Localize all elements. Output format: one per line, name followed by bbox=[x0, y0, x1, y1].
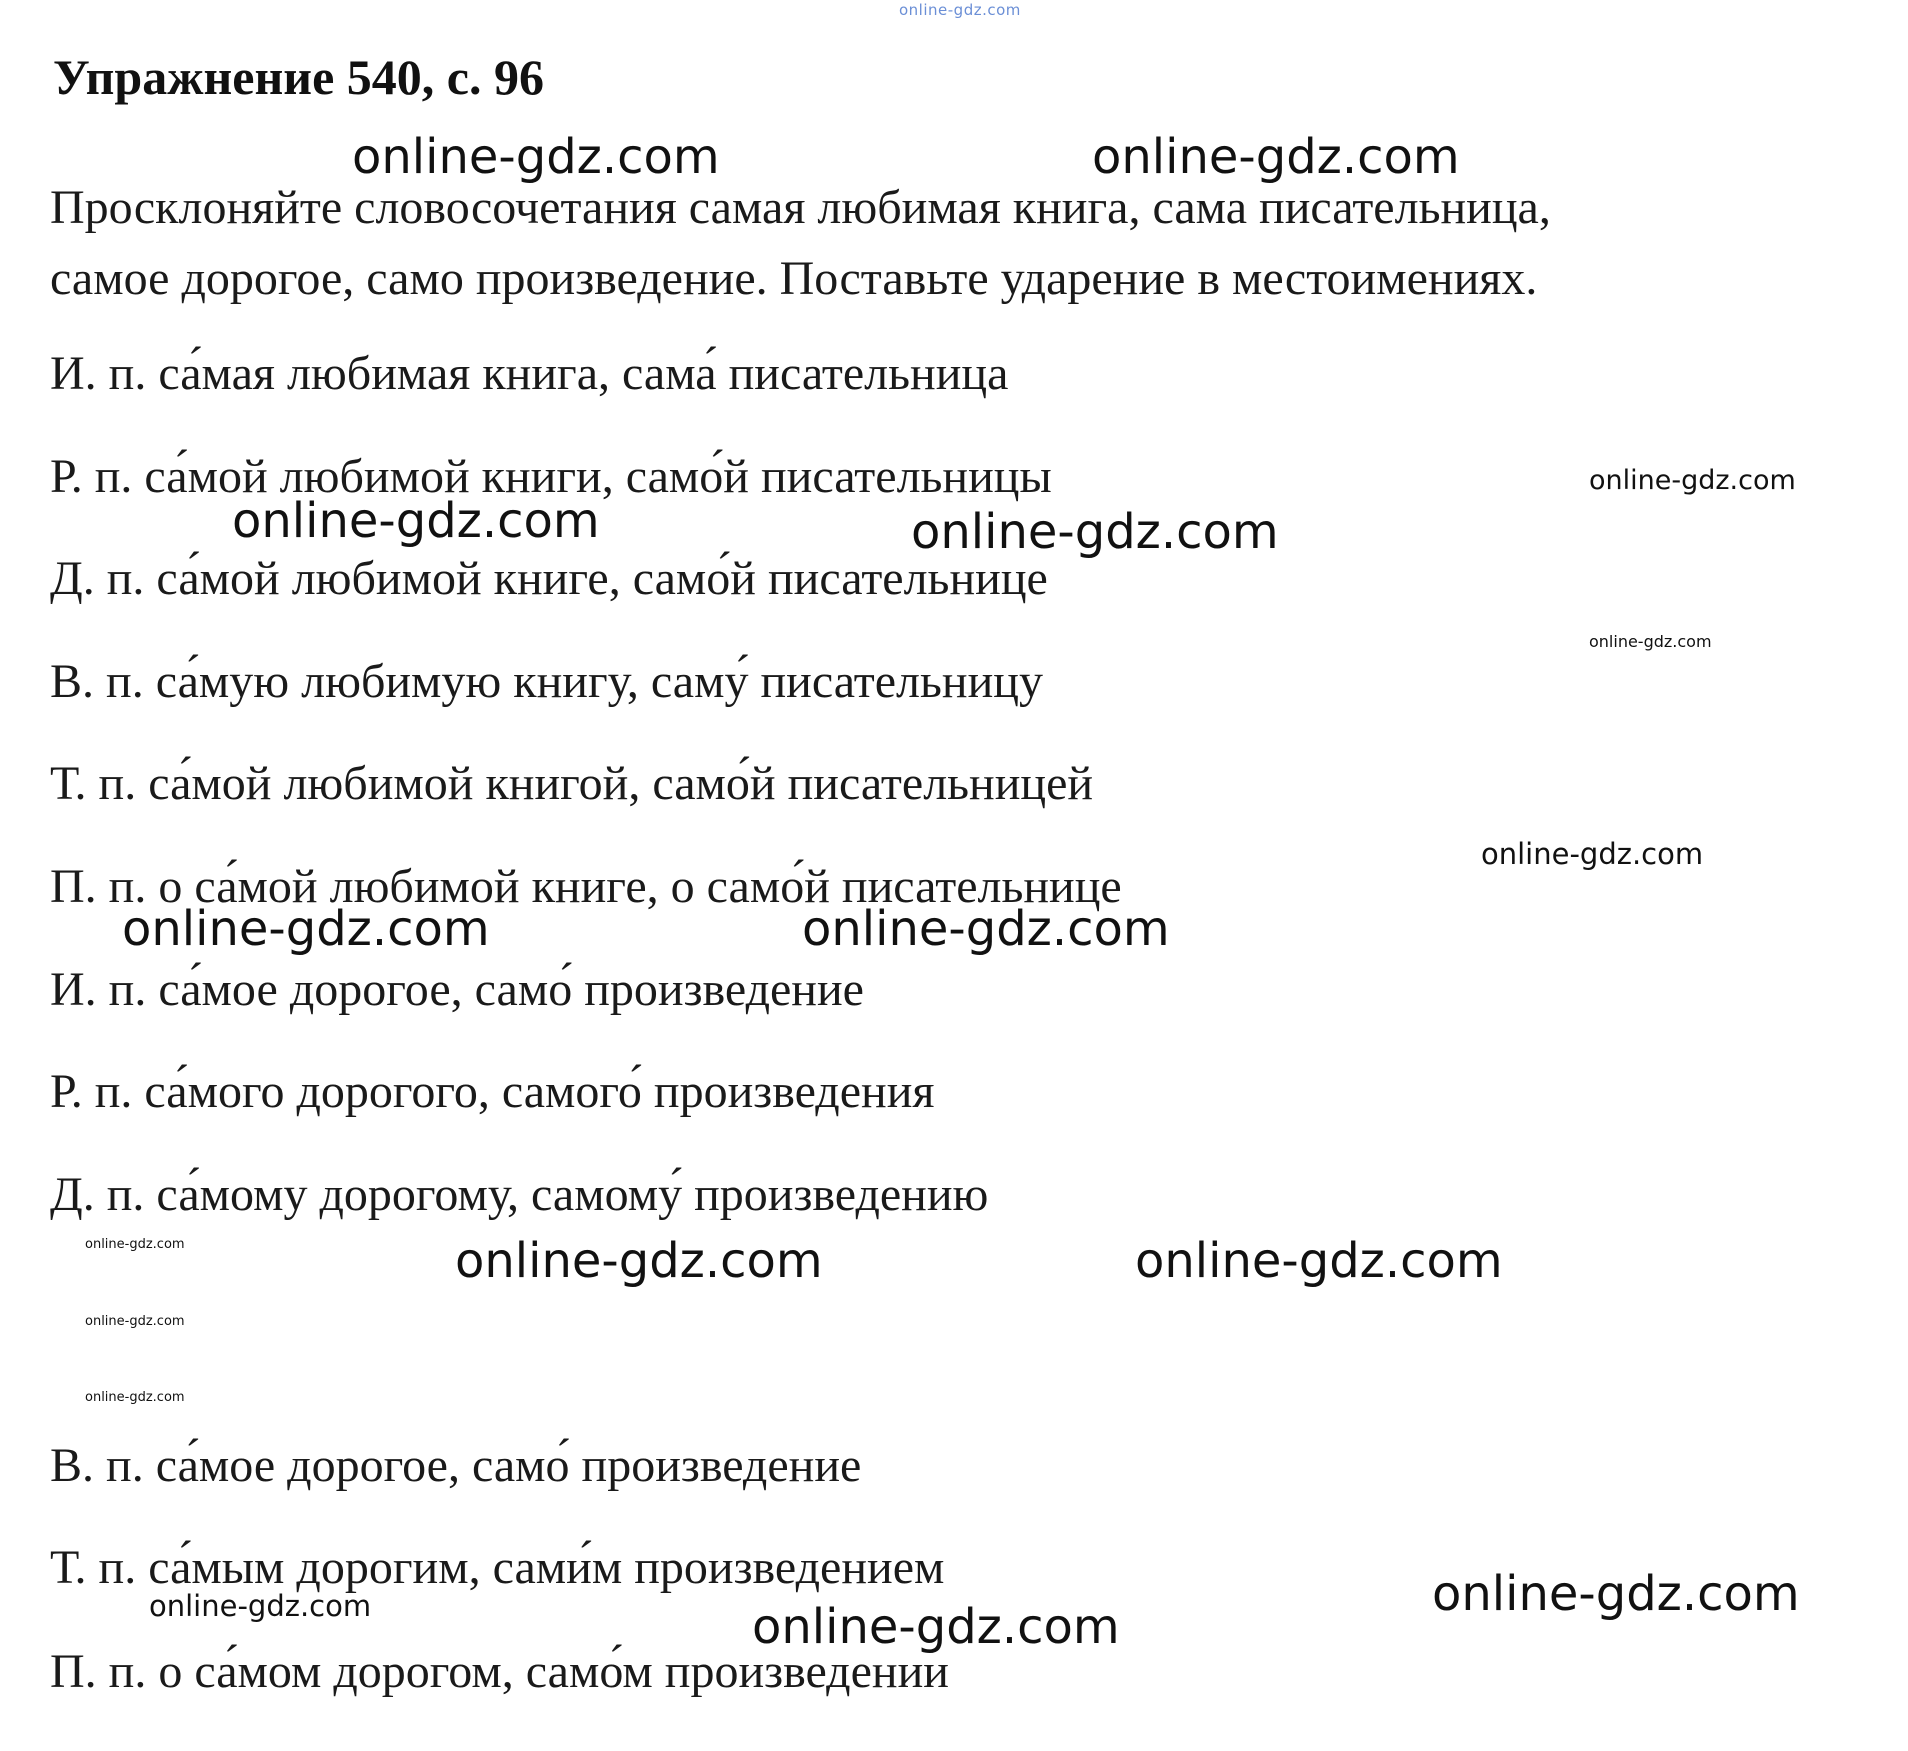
task-line: Просклоняйте словосочетания самая любимая книга, сама писательница, bbox=[50, 181, 1551, 234]
watermark: online-gdz.com bbox=[911, 504, 1279, 560]
watermark: online-gdz.com bbox=[1432, 1566, 1800, 1622]
watermark: online-gdz.com bbox=[1092, 129, 1460, 185]
watermark: online-gdz.com bbox=[232, 493, 600, 549]
watermark: online-gdz.com bbox=[1481, 837, 1704, 871]
task-text bbox=[50, 172, 1551, 314]
watermark: online-gdz.com bbox=[85, 1314, 185, 1329]
declension-line: Т. п. са́мым дорогим, сами́м произведением bbox=[50, 1541, 945, 1594]
top-watermark: online-gdz.com bbox=[899, 1, 1021, 19]
declension-line: Д. п. са́мой любимой книге, само́й писательнице bbox=[50, 552, 1048, 605]
declension-line: В. п. са́мое дорогое, само́ произведение bbox=[50, 1439, 862, 1492]
declension-line: П. п. о са́мой любимой книге, о само́й писательнице bbox=[50, 860, 1122, 913]
watermark: online-gdz.com bbox=[85, 1390, 185, 1405]
watermark: online-gdz.com bbox=[85, 1237, 185, 1252]
watermark: online-gdz.com bbox=[802, 901, 1170, 957]
declension-line: Т. п. са́мой любимой книгой, само́й писательницей bbox=[50, 757, 1094, 810]
task-line: самое дорогое, само произведение. Поставьте ударение в местоимениях. bbox=[50, 252, 1538, 305]
watermark: online-gdz.com bbox=[1589, 465, 1796, 496]
declension-line: И. п. са́мая любимая книга, сама́ писательница bbox=[50, 347, 1009, 400]
watermark: online-gdz.com bbox=[455, 1233, 823, 1289]
watermark: online-gdz.com bbox=[752, 1599, 1120, 1655]
watermark: online-gdz.com bbox=[1589, 632, 1712, 651]
watermark: online-gdz.com bbox=[352, 129, 720, 185]
watermark: online-gdz.com bbox=[1135, 1233, 1503, 1289]
watermark: online-gdz.com bbox=[122, 901, 490, 957]
declension-line: Р. п. са́мой любимой книги, само́й писательницы bbox=[50, 450, 1052, 503]
watermark: online-gdz.com bbox=[149, 1589, 372, 1623]
declension-line: Р. п. са́мого дорогого, самого́ произведения bbox=[50, 1065, 935, 1118]
declension-line: В. п. са́мую любимую книгу, саму́ писательницу bbox=[50, 655, 1043, 708]
declension-line: Д. п. са́мому дорогому, самому́ произведению bbox=[50, 1168, 989, 1221]
declension-line: П. п. о са́мом дорогом, само́м произведении bbox=[50, 1645, 949, 1698]
declension-line: И. п. са́мое дорогое, само́ произведение bbox=[50, 963, 864, 1016]
exercise-title: Упражнение 540, с. 96 bbox=[53, 49, 544, 105]
